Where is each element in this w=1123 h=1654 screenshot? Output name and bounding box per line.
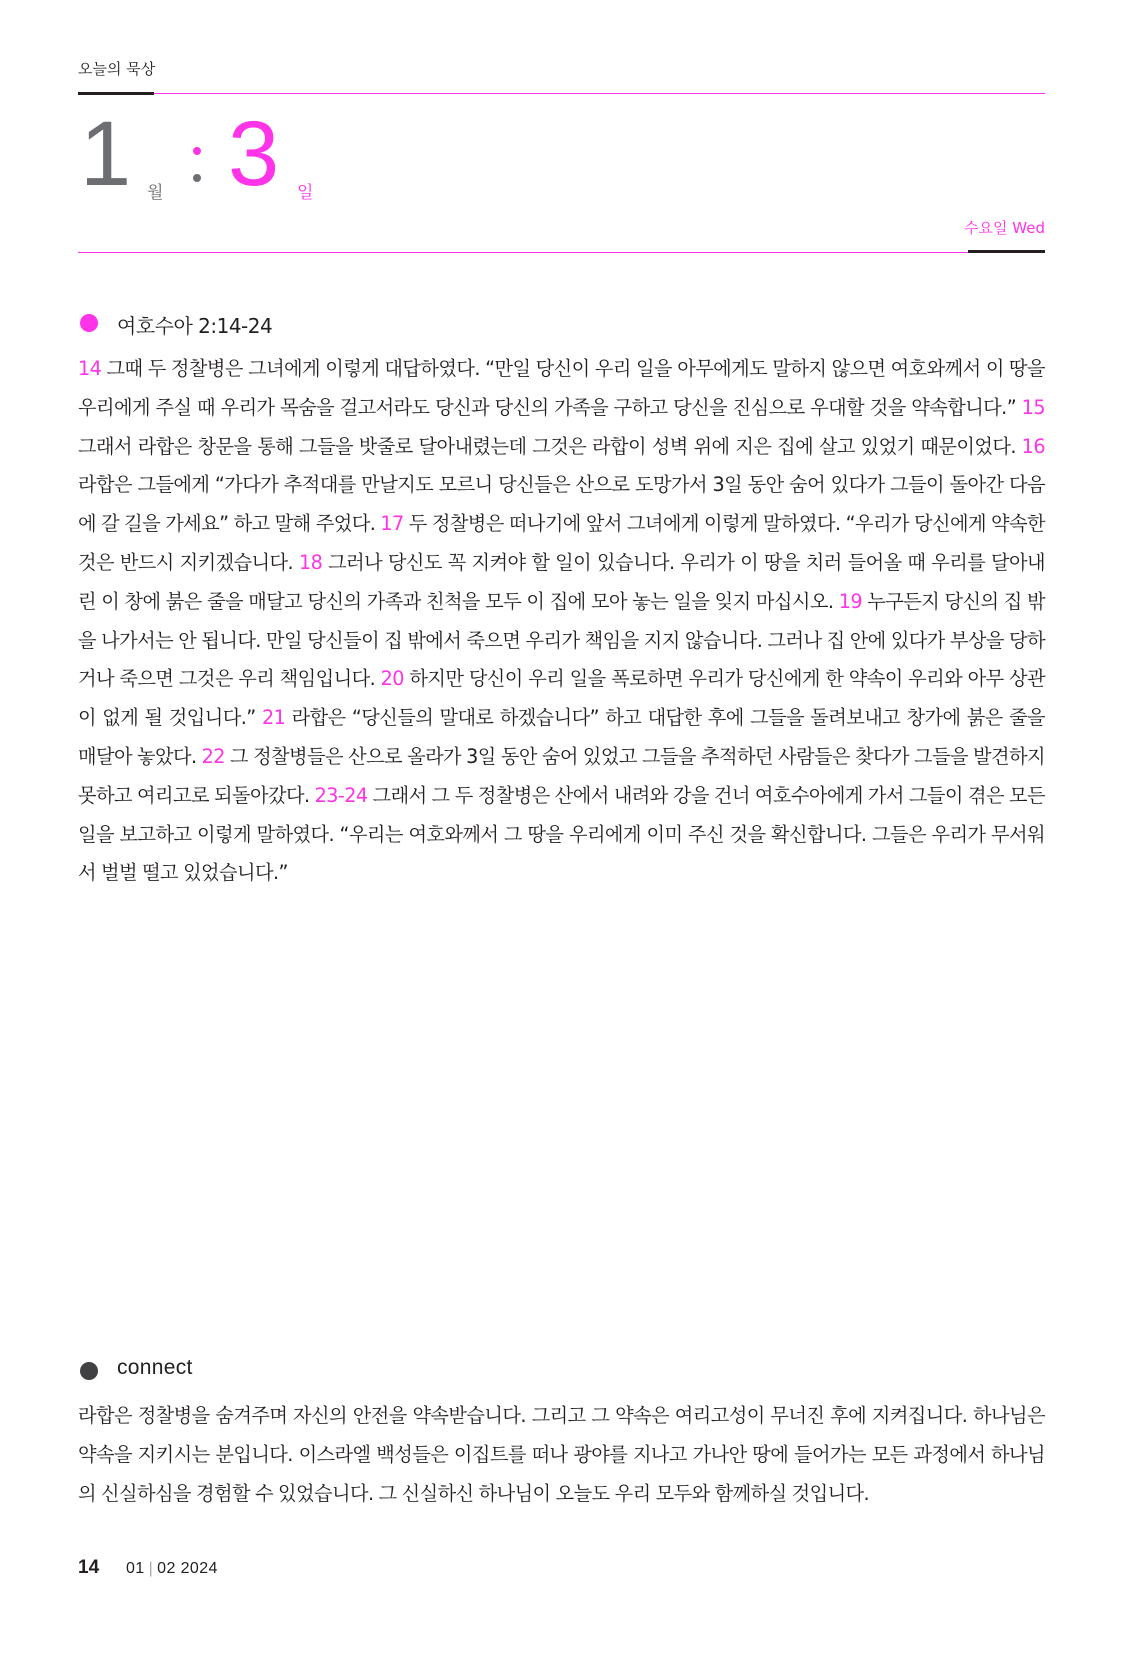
verse-number: 23-24 — [314, 783, 368, 807]
scripture-reference-heading: 여호수아 2:14-24 — [117, 314, 273, 338]
verse-text: 두 정찰병은 떠나기에 앞서 그녀에게 이렇게 말하였다. “우리가 당신에게 약속한 것은 반드시 지키겠습니다. — [78, 512, 1045, 574]
verse-text: 그래서 라합은 창문을 통해 그들을 밧줄로 달아내렸는데 그것은 라합이 성벽 위에 지은 집에 살고 있었기 때문이었다. — [78, 434, 1022, 458]
verse-text: 그래서 그 두 정찰병은 산에서 내려와 강을 건너 여호수아에게 가서 그들이 겪은 모든 일을 보고하고 이렇게 말하였다. “우리는 여호와께서 그 땅을 우리에게 이미 주신 것을 확신합니다. 그들은 우리가 무서워서 벌벌 떨고 있었습니다.” — [78, 783, 1045, 885]
verse-text: 라합은 “당신들의 말대로 하겠습니다” 하고 대답한 후에 그들을 돌려보내고 창가에 붉은 줄을 매달아 놓았다. — [78, 706, 1045, 768]
top-rule-accent-black — [78, 92, 154, 95]
verse-number: 19 — [838, 589, 863, 613]
date-colon-separator — [192, 140, 202, 190]
weekday-label: 수요일 Wed — [964, 219, 1045, 237]
verse-number: 20 — [380, 667, 404, 691]
scripture-passage — [78, 350, 1045, 893]
connect-heading: connect — [117, 1356, 193, 1379]
connect-reflection-text: 라합은 정찰병을 숨겨주며 자신의 안전을 약속받습니다. 그리고 그 약속은 여리고성이 무너진 후에 지켜집니다. 하나님은 약속을 지키시는 분입니다. 이스라엘 백성들은 이집트를 떠나 광야를 지나고 가나안 땅에 들어가는 모든 과정에서 하나님의 신실하심을 경험할 수 있었습니다. 그 신실하신 하나님이 오늘도 우리 모두와 함께하실 것입니다. — [78, 1404, 1045, 1505]
verse-number: 15 — [1021, 395, 1045, 419]
verse-text: 라합은 그들에게 “가다가 추적대를 만날지도 모르니 당신들은 산으로 도망가서 3일 동안 숨어 있다가 그들이 돌아간 다음에 갈 길을 가세요” 하고 말해 주었다. — [78, 473, 1045, 536]
issue-separator: | — [148, 1560, 154, 1577]
verse-text: 그 정찰병들은 산으로 올라가 3일 동안 숨어 있었고 그들을 추적하던 사람들은 찾다가 그들을 발견하지 못하고 여리고로 되돌아갔다. — [78, 744, 1045, 807]
page-number: 14 — [78, 1557, 100, 1578]
verse-text: 그러나 당신도 꼭 지켜야 할 일이 있습니다. 우리가 이 땅을 치러 들어올 때 우리를 달아내린 이 창에 붉은 줄을 매달고 당신의 가족과 친척을 모두 이 집에 모아 놓는 일을 잊지 마십시오. — [78, 550, 1045, 613]
verse-number: 22 — [201, 744, 225, 768]
top-rule-pink — [154, 93, 1045, 94]
verse-number: 18 — [298, 550, 323, 574]
verse-number: 16 — [1021, 434, 1045, 458]
verse-number: 21 — [261, 706, 286, 730]
month-number: 1 — [80, 103, 132, 205]
day-unit: 일 — [297, 183, 314, 203]
day-number: 3 — [228, 103, 280, 205]
verse-text: 누구든지 당신의 집 밖을 나가서는 안 됩니다. 만일 당신들이 집 밖에서 죽으면 우리가 책임을 지지 않습니다. 그러나 집 안에 있다가 부상을 당하거나 죽으면 그것은 우리 책임입니다. — [78, 589, 1046, 691]
scripture-bullet-icon — [80, 314, 98, 332]
section-label: 오늘의 묵상 — [78, 60, 156, 78]
verse-number: 14 — [78, 357, 102, 380]
verse-text: 하지만 당신이 우리 일을 폭로하면 우리가 당신에게 한 약속이 우리와 아무 상관이 없게 될 것입니다.” — [78, 667, 1045, 730]
issue-date — [126, 1560, 218, 1578]
verse-text: 그때 두 정찰병은 그녀에게 이렇게 대답하였다. “만일 당신이 우리 일을 아무에게도 말하지 않으면 여호와께서 이 땅을 우리에게 주실 때 우리가 목숨을 걸고서라도 당신과 당신의 가족을 구하고 당신을 진심으로 우대할 것을 약속합니다.” — [78, 357, 1045, 419]
header-rule-accent-black — [968, 250, 1045, 253]
issue-rest: 02 2024 — [157, 1560, 218, 1577]
header-rule-pink — [78, 252, 968, 253]
month-unit: 월 — [147, 183, 164, 203]
verse-number: 17 — [380, 512, 404, 536]
connect-bullet-icon — [80, 1362, 98, 1380]
colon-dot-pink — [193, 147, 201, 155]
colon-dot-gray — [193, 174, 201, 182]
issue-month: 01 — [126, 1560, 145, 1577]
